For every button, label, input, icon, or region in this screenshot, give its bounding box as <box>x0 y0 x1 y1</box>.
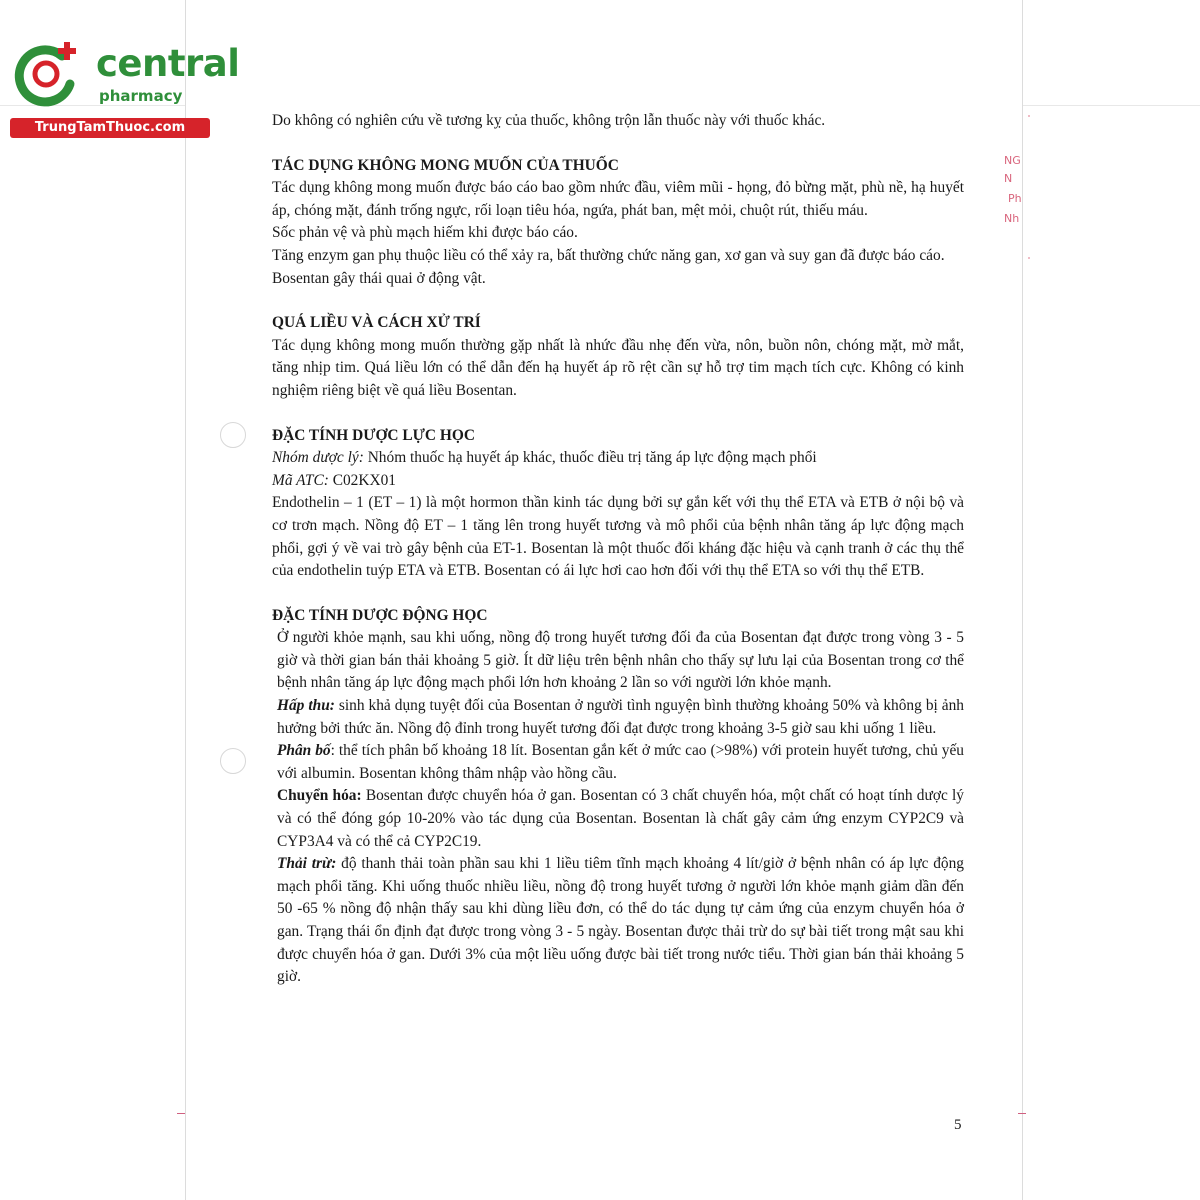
stamp-fragment: Nh <box>1004 212 1020 225</box>
adverse-effects-heading: TÁC DỤNG KHÔNG MONG MUỐN CỦA THUỐC <box>272 156 619 174</box>
absorption-text: sinh khả dụng tuyệt đối của Bosentan ở người tình nguyện bình thường khoảng 50% và không bị ảnh hưởng bởi thức ăn. Nồng độ đỉnh trong huyết tương đối đạt được trong khoảng 3-5 giờ sau khi uống 1 liều. <box>277 697 965 737</box>
stamp-fragment: N <box>1004 172 1013 185</box>
pharmacological-group-label: Nhóm dược lý: <box>272 449 364 467</box>
metabolism-label: Chuyển hóa: <box>277 787 362 805</box>
elimination-label: Thải trừ: <box>277 855 337 873</box>
logo-subtitle: pharmacy <box>99 87 183 105</box>
atc-code-line <box>272 470 964 493</box>
stamp-fragment: Ph <box>1008 192 1022 205</box>
adverse-effects-paragraph: Tăng enzym gan phụ thuộc liều có thể xảy ra, bất thường chức năng gan, xơ gan và suy gan đã được báo cáo. <box>272 246 945 264</box>
overdose-paragraph: Tác dụng không mong muốn thường gặp nhất là nhức đầu nhẹ đến vừa, nôn, buồn nôn, chóng mặt, mờ mắt, tăng nhịp tim. Quá liều lớn có thể dẫn đến hạ huyết áp rõ rệt cần sự hỗ trợ tim mạch tích cực. Không có kinh nghiệm riêng biệt về quá liều Bosentan. <box>272 336 964 399</box>
metabolism-text: Bosentan được chuyển hóa ở gan. Bosentan có 3 chất chuyển hóa, một chất có hoạt tính dược lý và có thể đóng góp 10-20% vào tác dụng của Bosentan. Bosentan là chất gây cảm ứng enzym CYP2C9 và CYP3A4 và có thể cả CYP2C19. <box>277 787 964 850</box>
distribution-label: Phân bố <box>277 742 331 760</box>
central-pharmacy-logo[interactable] <box>10 38 240 138</box>
pharmacokinetics-paragraph: Ở người khỏe mạnh, sau khi uống, nồng độ trong huyết tương đối đa của Bosentan đạt được trong vòng 3 - 5 giờ và thời gian bán thải khoảng 5 giờ. Ít dữ liệu trên bệnh nhân cho thấy sự lưu lại của Bosentan trong cơ thể bệnh nhân tăng áp lực động mạch phổi lớn hơn khoảng 2 lần so với người lớn khỏe mạnh. <box>277 629 964 692</box>
margin-tick-left <box>177 1113 185 1114</box>
adverse-effects-paragraph: Bosentan gây thái quai ở động vật. <box>272 269 486 287</box>
pharmacodynamics-heading: ĐẶC TÍNH DƯỢC LỰC HỌC <box>272 426 475 444</box>
partial-stamp <box>1000 112 1030 262</box>
pharmacological-group-line <box>272 447 964 470</box>
page-number: 5 <box>954 1117 962 1133</box>
atc-code-label: Mã ATC: <box>272 471 329 489</box>
intro-paragraph: Do không có nghiên cứu về tương kỵ của thuốc, không trộn lẫn thuốc này với thuốc khác. <box>272 112 826 129</box>
punch-hole-upper <box>220 422 246 448</box>
elimination-text: độ thanh thải toàn phần sau khi 1 liều tiêm tĩnh mạch khoảng 4 lít/giờ ở bệnh nhân có áp lực động mạch phổi tăng. Khi uống thuốc nhiều liều, nồng độ trong huyết tương ở người lớn khỏe mạnh giảm dần đến 50 -65 % nồng độ nhận thấy sau khi dùng liều đơn, có thể do tác dụng tự cảm ứng của enzym chuyển hóa ở gan. Trạng thái ổn định đạt được trong vòng 3 - 5 ngày. Bosentan được thải trừ do sự bài tiết trong mật sau khi được chuyển hóa ở gan. Dưới 3% của một liều uống được bài tiết trong nước tiểu. Thời gian bán thải khoảng 5 giờ. <box>277 855 964 986</box>
pharmacological-group-value: Nhóm thuốc hạ huyết áp khác, thuốc điều trị tăng áp lực động mạch phổi <box>363 449 817 467</box>
pharmacodynamics-paragraph: Endothelin – 1 (ET – 1) là một hormon thần kinh tác dụng bởi sự gắn kết với thụ thể ETA và ETB ở nội bộ và cơ trơn mạch. Nồng độ ET – 1 tăng lên trong huyết tương và mô phổi của bệnh nhân tăng áp lực động mạch phổi, gợi ý về vai trò gây bệnh của ET-1. Bosentan là một thuốc đối kháng đặc hiệu và cạnh tranh ở các thụ thể của endothelin tuýp ETA và ETB. Bosentan có ái lực hơi cao hơn đối với thụ thể ETA so với thụ thể ETB. <box>272 494 964 580</box>
pharmacokinetics-heading: ĐẶC TÍNH DƯỢC ĐỘNG HỌC <box>272 606 488 624</box>
absorption-label: Hấp thu: <box>277 697 335 715</box>
adverse-effects-paragraph: Tác dụng không mong muốn được báo cáo bao gồm nhức đầu, viêm mũi - họng, đỏ bừng mặt, phù nề, hạ huyết áp, chóng mặt, đánh trống ngực, rối loạn tiêu hóa, ngứa, phát ban, mệt mỏi, chuột rút, thiếu máu. <box>272 179 964 219</box>
overdose-heading: QUÁ LIỀU VÀ CÁCH XỬ TRÍ <box>272 314 481 332</box>
stamp-fragment: NG <box>1004 154 1021 167</box>
punch-hole-lower <box>220 748 246 774</box>
distribution-text: : thể tích phân bố khoảng 18 lít. Bosentan gắn kết ở mức cao (>98%) với protein huyết tương, chủ yếu với albumin. Bosentan không thâm nhập vào hồng cầu. <box>277 742 964 782</box>
logo-brand-name: central <box>96 42 240 85</box>
logo-url-banner[interactable]: TrungTamThuoc.com <box>10 118 210 138</box>
elimination-paragraph <box>277 853 964 989</box>
margin-tick-right <box>1018 1113 1026 1114</box>
atc-code-value: C02KX01 <box>328 471 396 489</box>
metabolism-paragraph <box>277 785 964 853</box>
adverse-effects-paragraph: Sốc phản vệ và phù mạch hiếm khi được báo cáo. <box>272 224 578 242</box>
document-body <box>272 110 964 989</box>
absorption-paragraph <box>277 695 964 740</box>
distribution-paragraph <box>277 740 964 785</box>
pharmacy-logo-icon <box>10 38 82 110</box>
